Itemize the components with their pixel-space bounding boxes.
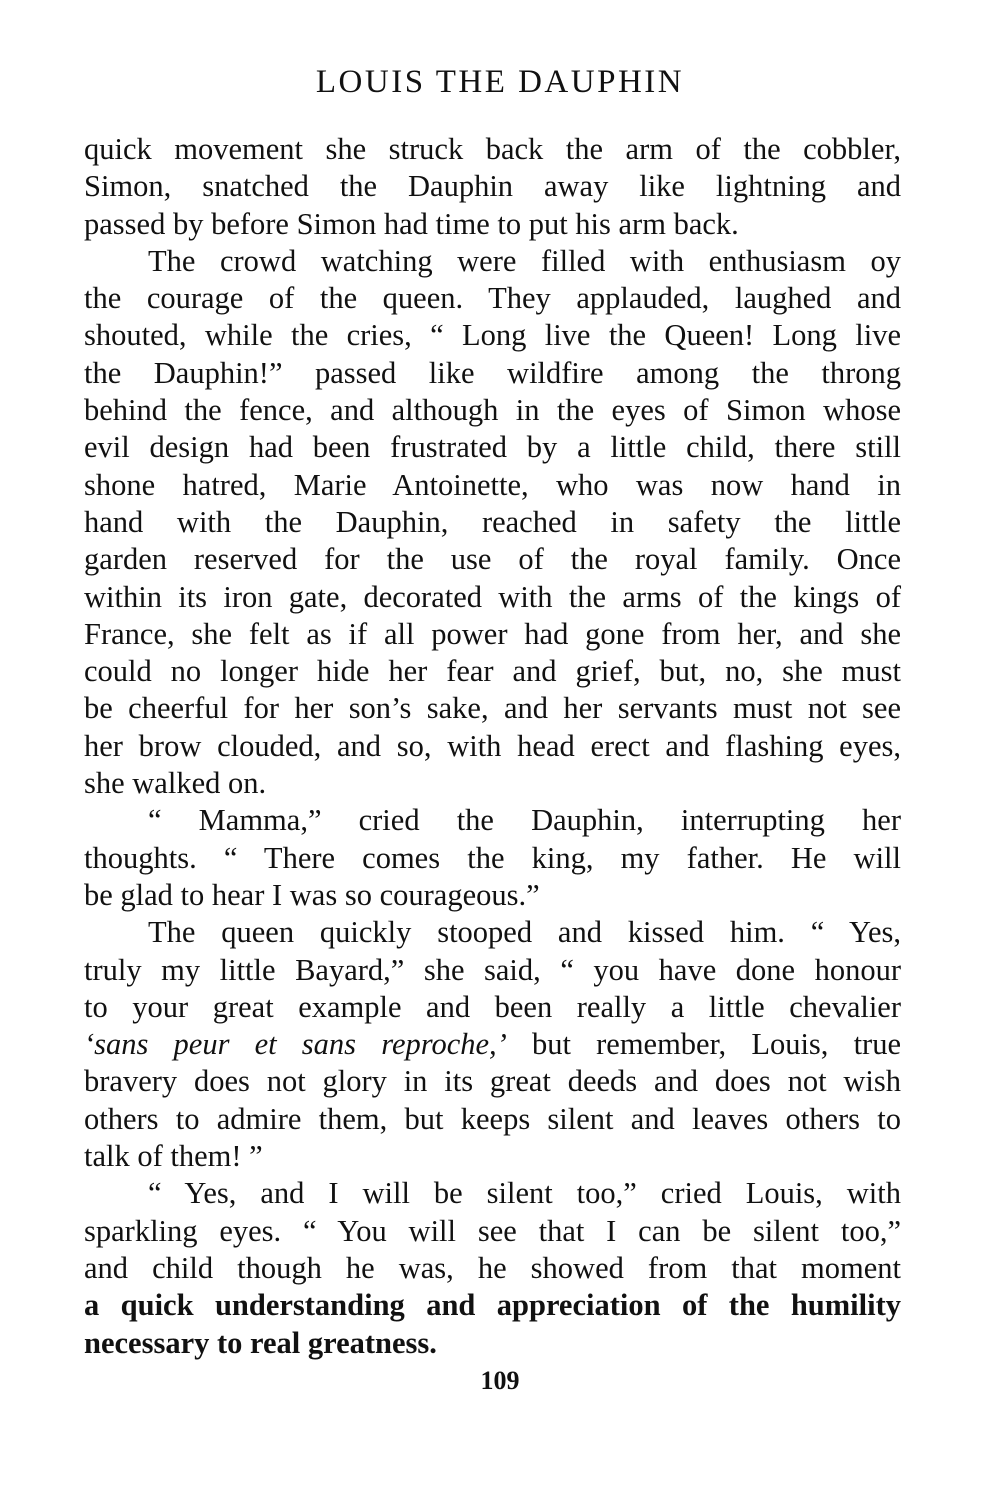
text-line: to your great example and been really a little chevalier <box>84 989 901 1024</box>
text-line: be glad to hear I was so courageous.” <box>84 877 540 912</box>
running-head-title: LOUIS THE DAUPHIN <box>315 64 685 100</box>
text-line: behind the fence, and although in the eyes of Simon whose <box>84 393 901 428</box>
text-line: garden reserved for the use of the royal family. Once <box>84 542 901 577</box>
text-line: others to admire them, but keeps silent and leaves others to <box>84 1101 901 1136</box>
text-line: and child though he was, he showed from that moment <box>84 1250 901 1285</box>
text-line: could no longer hide her fear and grief, but, no, she must <box>84 654 901 689</box>
italic-phrase: ‘sans peur et sans reproche,’ <box>84 1027 507 1062</box>
text-line: bravery does not glory in its great deeds and does not wish <box>84 1064 901 1099</box>
paragraph-5 <box>84 1175 901 1361</box>
text-line: France, she felt as if all power had gone from her, and she <box>84 616 901 651</box>
text-line: necessary to real greatness. <box>84 1325 437 1360</box>
text-line: hand with the Dauphin, reached in safety the little <box>84 504 901 539</box>
page-number: 109 <box>480 1366 520 1395</box>
text-line: her brow clouded, and so, with head erect and flashing eyes, <box>84 728 901 763</box>
text-line: be cheerful for her son’s sake, and her servants must not see <box>84 691 901 726</box>
paragraph-2 <box>84 243 901 802</box>
text-line: thoughts. “ There comes the king, my father. He will <box>84 840 901 875</box>
text-line: the Dauphin!” passed like wildfire among the throng <box>84 355 901 390</box>
text-line: talk of them! ” <box>84 1139 263 1174</box>
paragraph-1 <box>84 131 901 243</box>
text-line: evil design had been frustrated by a little child, there still <box>84 430 901 465</box>
text-line: passed by before Simon had time to put his arm back. <box>84 206 739 241</box>
text-line: quick movement she struck back the arm of the cobbler, <box>84 132 901 166</box>
text-line: she walked on. <box>84 766 267 801</box>
text-line: shone hatred, Marie Antoinette, who was now hand in <box>84 467 901 502</box>
paragraph-3 <box>84 802 901 914</box>
text-line: The queen quickly stooped and kissed him. “ Yes, <box>148 915 901 950</box>
text-line: the courage of the queen. They applauded, laughed and <box>84 281 901 316</box>
text-line: shouted, while the cries, “ Long live the Queen! Long live <box>84 318 901 353</box>
text-line: sparkling eyes. “ You will see that I can be silent too,” <box>84 1213 901 1248</box>
text-line-with-italic <box>84 1026 901 1063</box>
text-line: “ Yes, and I will be silent too,” cried Louis, with <box>148 1176 901 1211</box>
text-line: Simon, snatched the Dauphin away like lightning and <box>84 169 901 204</box>
text-run: but remember, Louis, true <box>506 1027 901 1062</box>
text-line: a quick understanding and appreciation of the humility <box>84 1288 901 1323</box>
text-line: The crowd watching were filled with enthusiasm oy <box>148 243 901 278</box>
paragraph-4 <box>84 914 901 1175</box>
text-line: within its iron gate, decorated with the arms of the kings of <box>84 579 901 614</box>
text-line: “ Mamma,” cried the Dauphin, interrupting her <box>148 803 901 838</box>
body-text <box>84 131 901 1362</box>
text-line: truly my little Bayard,” she said, “ you have done honour <box>84 952 901 987</box>
